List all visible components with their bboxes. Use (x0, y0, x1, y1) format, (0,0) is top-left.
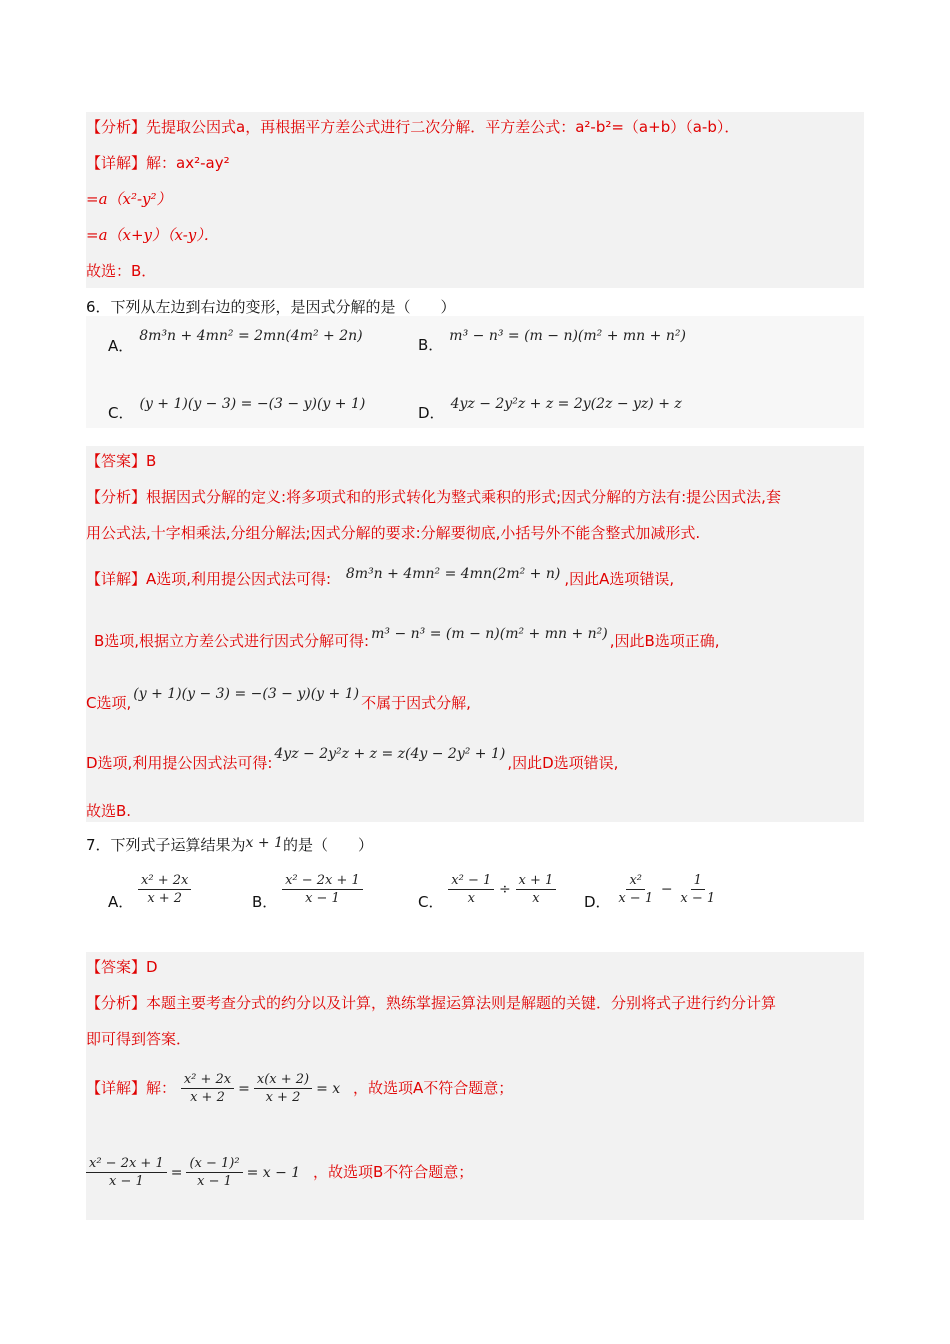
q6-option-c (108, 396, 366, 425)
q5-conclusion: 故选：B． (86, 262, 157, 280)
q7-question-post: 的是（ ） (282, 836, 373, 854)
q6-option-a (108, 328, 363, 357)
q7-detail-a-frac2 (254, 1071, 312, 1106)
q6-detail-d-prefix: D选项,利用提公因式法可得: (86, 754, 273, 772)
q6-option-d (418, 396, 682, 425)
q7-option-d-num1: x² (626, 872, 645, 890)
q7-analysis-label: 【分析】 (86, 994, 147, 1012)
q6-detail-a (86, 568, 674, 591)
q7-detail-b-expr (86, 1149, 300, 1197)
q7-detail-prefix: 解： (146, 1079, 177, 1097)
q6-analysis-line2: 用公式法,十字相乘法,分组分解法;因式分解的要求:分解要彻底,小括号外不能含整式加减形式. (86, 524, 701, 542)
q7-detail-a-frac1 (181, 1071, 234, 1106)
q6-option-a-letter: A． (108, 337, 134, 355)
q7-detail-a-expr (181, 1065, 340, 1113)
q5-step2: =a（x+y）（x-y）． (86, 226, 219, 244)
q6-analysis-label: 【分析】 (86, 488, 147, 506)
q7-detail-a-den1: x + 2 (190, 1090, 225, 1105)
q7-detail-label: 【详解】 (86, 1079, 147, 1097)
q7-option-c-num2: x + 1 (516, 872, 557, 890)
q5-detail-text: 解：ax²-ay² (146, 154, 230, 172)
q7-answer-value: D (146, 958, 158, 976)
q7-option-c (418, 872, 556, 911)
q7-detail-b-frac1 (86, 1155, 167, 1190)
q7-detail-b-eq: = (170, 1164, 183, 1181)
q7-option-c-op: ÷ (499, 881, 511, 898)
q7-detail-a-result: = x (316, 1080, 341, 1097)
q7-option-a-letter: A． (108, 892, 134, 911)
q6-detail-c (86, 686, 471, 715)
q7-detail-b-result: = x − 1 (246, 1164, 301, 1181)
q6-detail-b-suffix: ,因此B选项正确, (609, 632, 720, 650)
q6-option-a-expr: 8m³n + 4mn² = 2mn(4m² + 2n) (139, 328, 363, 344)
q6-analysis-line1 (86, 486, 781, 508)
q5-analysis-text: 先提取公因式a，再根据平方差公式进行二次分解．平方差公式：a²-b²=（a+b）（a-b）． (146, 118, 740, 136)
q7-option-c-letter: C． (418, 892, 444, 911)
q7-detail-b-suffix: ，故选项B不符合题意； (313, 1163, 474, 1181)
q5-step1: =a（x²-y²） (86, 190, 172, 208)
q6-analysis-text1: 根据因式分解的定义:将多项式和的形式转化为整式乘积的形式;因式分解的方法有:提公因式法,套 (146, 488, 781, 506)
q7-option-d-den2: x − 1 (680, 891, 716, 906)
q6-detail-label: 【详解】 (86, 570, 147, 588)
q7-option-b-den: x − 1 (305, 891, 340, 906)
q7-option-c-den2: x (532, 891, 540, 906)
q7-detail-b-den2: x − 1 (197, 1174, 232, 1189)
q6-detail-d-suffix: ,因此D选项错误, (507, 754, 619, 772)
q5-analysis (86, 116, 739, 138)
q7-option-d-letter: D． (584, 892, 611, 911)
q6-detail-a-suffix: ,因此A选项错误, (564, 570, 675, 588)
q6-option-b (418, 328, 686, 357)
q6-option-c-expr: (y + 1)(y − 3) = −(3 − y)(y + 1) (139, 396, 366, 412)
q7-detail-a-suffix: ，故选项A不符合题意； (352, 1079, 514, 1097)
q7-option-a-den: x + 2 (147, 891, 183, 906)
q7-option-c-fraction2 (516, 872, 557, 907)
q6-detail-a-prefix: A选项,利用提公因式法可得: (146, 570, 332, 588)
q7-detail-b-num1: x² − 2x + 1 (86, 1155, 167, 1173)
q6-detail-b-prefix: B选项,根据立方差公式进行因式分解可得: (94, 632, 370, 650)
q6-question: 6．下列从左边到右边的变形，是因式分解的是（ ） (86, 298, 456, 316)
q5-solution-box (86, 112, 864, 288)
q7-analysis-text1: 本题主要考查分式的约分以及计算，熟练掌握运算法则是解题的关键．分别将式子进行约分计算 (146, 994, 777, 1012)
q7-analysis-line1 (86, 992, 776, 1014)
q7-question (86, 834, 373, 857)
q6-option-d-letter: D． (418, 404, 445, 422)
q7-detail-b-den1: x − 1 (108, 1174, 144, 1189)
q6-detail-d (86, 746, 619, 775)
q7-detail-b-frac2 (186, 1155, 242, 1190)
q7-option-a (108, 872, 191, 911)
q7-detail-a-num1: x² + 2x (181, 1071, 234, 1089)
q7-option-b-num: x² − 2x + 1 (282, 872, 363, 890)
q5-detail-label: 【详解】 (86, 154, 147, 172)
q6-answer-value: B (146, 452, 157, 470)
q7-option-d-num2: 1 (691, 872, 705, 890)
q7-detail-a (86, 1064, 513, 1113)
q7-detail-b-num2: (x − 1)² (186, 1155, 242, 1173)
q6-option-b-expr: m³ − n³ = (m − n)(m² + mn + n²) (449, 328, 686, 344)
q6-detail-b-expr: m³ − n³ = (m − n)(m² + mn + n²) (371, 626, 608, 642)
q7-option-d-fraction2 (677, 872, 718, 907)
q5-detail (86, 152, 230, 174)
q6-detail-c-prefix: C选项, (86, 694, 132, 712)
q7-option-c-fraction1 (448, 872, 494, 907)
q7-option-a-fraction (138, 872, 191, 907)
q6-detail-a-expr: 8m³n + 4mn² = 4mn(2m² + n) (345, 566, 561, 582)
q7-option-c-den1: x (467, 891, 475, 906)
q6-option-c-letter: C． (108, 404, 134, 422)
q7-detail-a-eq: = (238, 1080, 250, 1097)
q7-option-d-fraction1 (615, 872, 656, 907)
q7-answer-label: 【答案】 (86, 958, 147, 976)
q6-answer-label: 【答案】 (86, 452, 147, 470)
q7-question-expr: x + 1 (245, 835, 283, 851)
q7-option-b (252, 872, 363, 911)
q7-option-b-fraction (282, 872, 363, 907)
q6-detail-c-expr: (y + 1)(y − 3) = −(3 − y)(y + 1) (133, 686, 360, 702)
q6-answer (86, 450, 156, 472)
q7-answer (86, 956, 158, 978)
q6-detail-b (94, 626, 720, 653)
q6-option-b-letter: B． (418, 336, 444, 354)
q7-option-a-num: x² + 2x (138, 872, 191, 890)
q7-option-c-num1: x² − 1 (448, 872, 494, 890)
q7-option-d (584, 872, 718, 911)
q7-analysis-line2: 即可得到答案． (86, 1030, 192, 1048)
q6-conclusion: 故选B. (86, 802, 132, 820)
q7-option-b-letter: B． (252, 892, 278, 911)
q7-option-d-op: − (660, 881, 673, 898)
q6-detail-d-expr: 4yz − 2y²z + z = z(4y − 2y² + 1) (274, 746, 506, 762)
q7-detail-a-den2: x + 2 (265, 1090, 301, 1105)
q6-detail-c-suffix: 不属于因式分解, (361, 694, 471, 712)
q6-option-d-expr: 4yz − 2y²z + z = 2y(2z − yz) + z (450, 396, 682, 412)
q7-question-pre: 7．下列式子运算结果为 (86, 836, 246, 854)
q7-detail-a-num2: x(x + 2) (254, 1071, 312, 1089)
q7-detail-b (86, 1148, 473, 1197)
q7-option-d-den1: x − 1 (618, 891, 654, 906)
q5-analysis-label: 【分析】 (86, 118, 147, 136)
